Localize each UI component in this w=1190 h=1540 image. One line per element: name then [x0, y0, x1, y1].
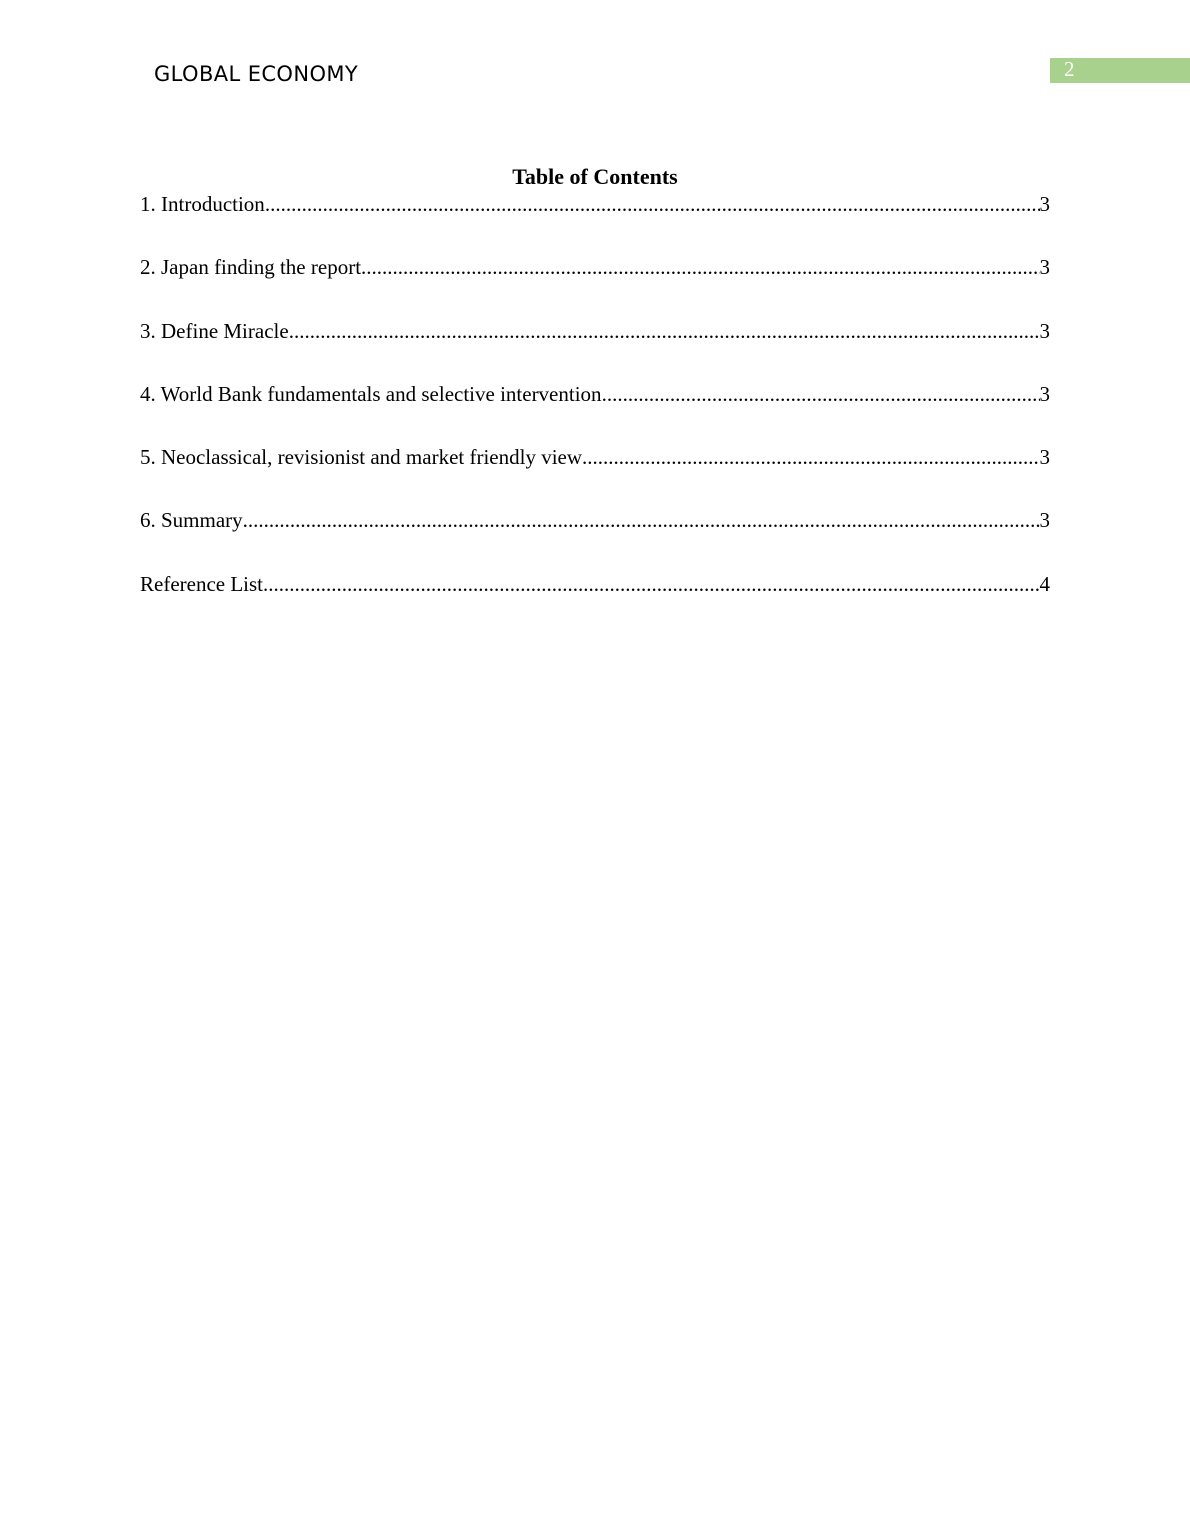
- toc-entry-label: 3. Define Miracle: [140, 318, 289, 343]
- toc-title: Table of Contents: [512, 164, 678, 189]
- toc-entry-reference-list[interactable]: [140, 572, 1050, 635]
- toc-entry-page: 3: [1039, 255, 1050, 280]
- toc-entry-summary[interactable]: [140, 508, 1050, 571]
- toc-entry-page: 4: [1039, 571, 1050, 596]
- toc-dot-leader: [263, 572, 1039, 597]
- toc-entry-label: 2. Japan finding the report: [140, 255, 362, 280]
- toc-entry-page: 3: [1039, 445, 1050, 470]
- toc-entry-label: 4. World Bank fundamentals and selective intervention: [140, 381, 602, 406]
- toc-entry-page: 3: [1039, 192, 1050, 216]
- toc-entry-page: 3: [1039, 381, 1050, 406]
- page-number-box: [1050, 58, 1190, 83]
- toc-entry-page: 3: [1039, 508, 1050, 533]
- toc-dot-leader: [361, 255, 1039, 280]
- toc-list: [140, 192, 1050, 635]
- toc-entry-neoclassical[interactable]: [140, 445, 1050, 508]
- toc-entry-world-bank[interactable]: [140, 382, 1050, 445]
- running-head: GLOBAL ECONOMY: [154, 62, 359, 86]
- toc-entry-label: 6. Summary: [140, 508, 243, 533]
- toc-entry-label: Reference List: [140, 571, 264, 596]
- page-number: 2: [1064, 57, 1075, 81]
- toc-entry-page: 3: [1039, 318, 1050, 343]
- toc-dot-leader: [265, 192, 1040, 217]
- toc-entry-introduction[interactable]: [140, 192, 1050, 255]
- toc-dot-leader: [243, 508, 1040, 533]
- toc-entry-japan-finding[interactable]: [140, 255, 1050, 318]
- toc-entry-label: 1. Introduction: [140, 192, 265, 216]
- toc-entry-define-miracle[interactable]: [140, 319, 1050, 382]
- toc-entry-label: 5. Neoclassical, revisionist and market friendly view: [140, 445, 583, 470]
- toc-dot-leader: [582, 445, 1039, 470]
- toc-dot-leader: [289, 319, 1040, 344]
- toc-dot-leader: [602, 382, 1040, 407]
